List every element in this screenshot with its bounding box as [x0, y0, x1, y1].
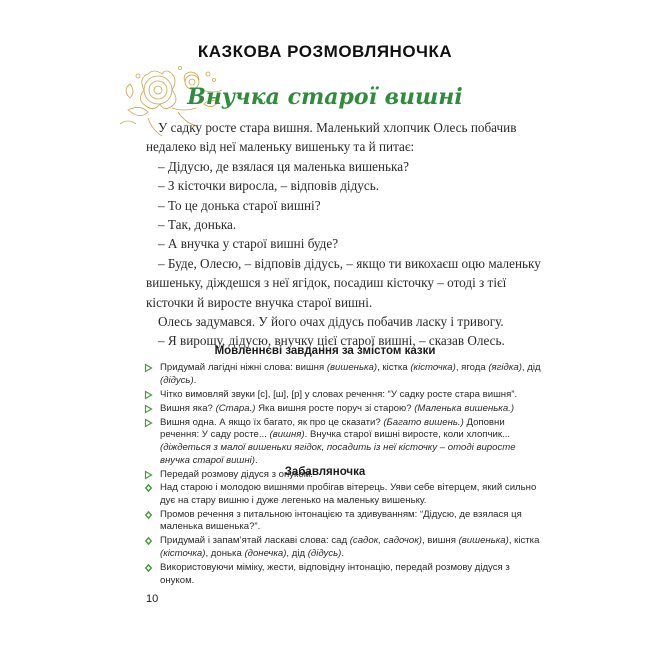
task-answer-hint: (кісточка): [160, 547, 206, 559]
diamond-bullet-icon: [144, 483, 153, 493]
story-paragraph: У садку росте стара вишня. Маленький хлопчик Олесь побачив недалеко від неї маленьку вишеньку та й питає:: [146, 120, 517, 155]
story-dialogue-line: – Буде, Олесю, – відповів дідусь, – якщо ти викохаєш оцю маленьку вишеньку, діждешся з неї ягідок, посадиш кісточку – отоді з тієї кісточки й виросте внучка старої вишні.: [146, 255, 541, 310]
triangle-bullet-icon: [144, 390, 153, 400]
task-answer-hint: (кісточка): [410, 362, 456, 373]
task-item: [144, 362, 544, 387]
speech-tasks-title: Мовленнєві завдання за змістом казки: [214, 345, 436, 357]
diamond-bullet-icon: [144, 536, 153, 546]
task-text: Придумай і запам’ятай ласкаві слова: сад: [160, 535, 350, 547]
story-title: Внучка старої вишні: [187, 84, 463, 110]
story-dialogue-line: – Я вирощу, дідусю, внучку цієї старої вишні, – сказав Олесь.: [158, 333, 505, 349]
task-text: Доповни речення: У саду росте...: [160, 416, 505, 441]
page-number: 10: [146, 593, 159, 605]
task-text: Придумай лагідні ніжні слова: вишня: [160, 362, 327, 373]
story-text: [146, 118, 544, 351]
triangle-bullet-icon: [144, 418, 153, 428]
triangle-bullet-icon: [144, 363, 153, 373]
task-text: , дід: [286, 547, 308, 559]
diamond-bullet-icon: [144, 510, 153, 520]
task-item: [144, 535, 544, 560]
story-dialogue-line: – То це донька старої вишні?: [158, 197, 321, 213]
task-text: , донька: [205, 547, 245, 559]
task-text: Використовуючи міміку, жести, відповідну інтонацію, передай розмову дідуся з онуком.: [160, 562, 510, 586]
task-answer-hint: (Стара.): [215, 402, 256, 414]
task-text: Передай розмову дідуся з онуком.: [160, 468, 313, 480]
task-text: . Внучка старої вишні виросте, коли хлопчик...: [304, 429, 511, 441]
task-answer-hint: (ягідка): [488, 362, 522, 373]
task-item: [144, 562, 544, 587]
task-text: , вишня: [421, 535, 459, 547]
task-answer-hint: (дідусь): [307, 547, 342, 559]
task-text: Чітко вимовляй звуки [с], [ш], [р] у словах речення: “У садку росте стара вишня”.: [160, 388, 518, 400]
task-item: [144, 509, 544, 534]
fun-tasks-title: Забавляночка: [284, 466, 366, 478]
triangle-bullet-icon: [144, 404, 153, 414]
story-paragraph: Олесь задумався. У його очах дідусь побачив ласку і тривогу.: [158, 314, 504, 330]
story-dialogue-line: – Дідусю, де взялася ця маленька вишенька?: [158, 158, 409, 174]
fun-tasks-list: [144, 482, 544, 589]
task-answer-hint: (Маленька вишенька.): [414, 402, 515, 414]
task-answer-hint: (вишенька): [326, 362, 378, 373]
task-text: , дід: [521, 362, 541, 373]
task-text: Промов речення з питальною інтонацією та здивуванням: “Дідусю, де взялася ця маленька вишенька?”.: [160, 508, 522, 533]
story-dialogue-line: – Так, донька.: [158, 217, 237, 233]
task-text: , кістка: [508, 535, 540, 547]
task-text: , кістка: [377, 362, 411, 373]
task-answer-hint: (донечка): [244, 547, 287, 559]
task-answer-hint: (вишня): [269, 429, 305, 441]
task-text: .: [254, 454, 258, 466]
task-text: Яка вишня росте поруч зі старою?: [255, 402, 415, 414]
task-text: Вишня яка?: [160, 402, 216, 414]
task-answer-hint: (Багато вишень.): [383, 416, 464, 428]
task-answer-hint: (дідусь): [160, 374, 194, 386]
task-text: .: [193, 374, 197, 386]
task-text: , ягода: [455, 362, 489, 373]
task-answer-hint: (діждеться з малої вишеньки ягідок, посадить із неї кісточку – отоді виросте внучка старої вишні): [160, 442, 516, 466]
task-item: [144, 482, 544, 507]
task-text: .: [341, 547, 345, 559]
task-item: [144, 403, 544, 416]
task-text: Вишня одна. А якщо їх багато, як про це сказати?: [160, 416, 384, 428]
task-text: Над старою і молодою вишнями пробігав вітерець. Уяви себе вітерцем, який сильно дує на стару вишню і дуже легенько на маленьку вишеньку.: [160, 482, 537, 506]
diamond-bullet-icon: [144, 563, 153, 573]
page-header: КАЗКОВА РОЗМОВЛЯНОЧКА: [197, 42, 453, 61]
task-item: [144, 389, 544, 402]
speech-tasks-list: [144, 362, 544, 483]
task-item: [144, 417, 544, 467]
story-dialogue-line: – З кісточки виросла, – відповів дідусь.: [158, 178, 380, 194]
story-dialogue-line: – А внучка у старої вишні буде?: [158, 236, 339, 252]
task-answer-hint: (вишенька): [458, 535, 509, 547]
task-answer-hint: (садок, садочок): [349, 535, 422, 547]
